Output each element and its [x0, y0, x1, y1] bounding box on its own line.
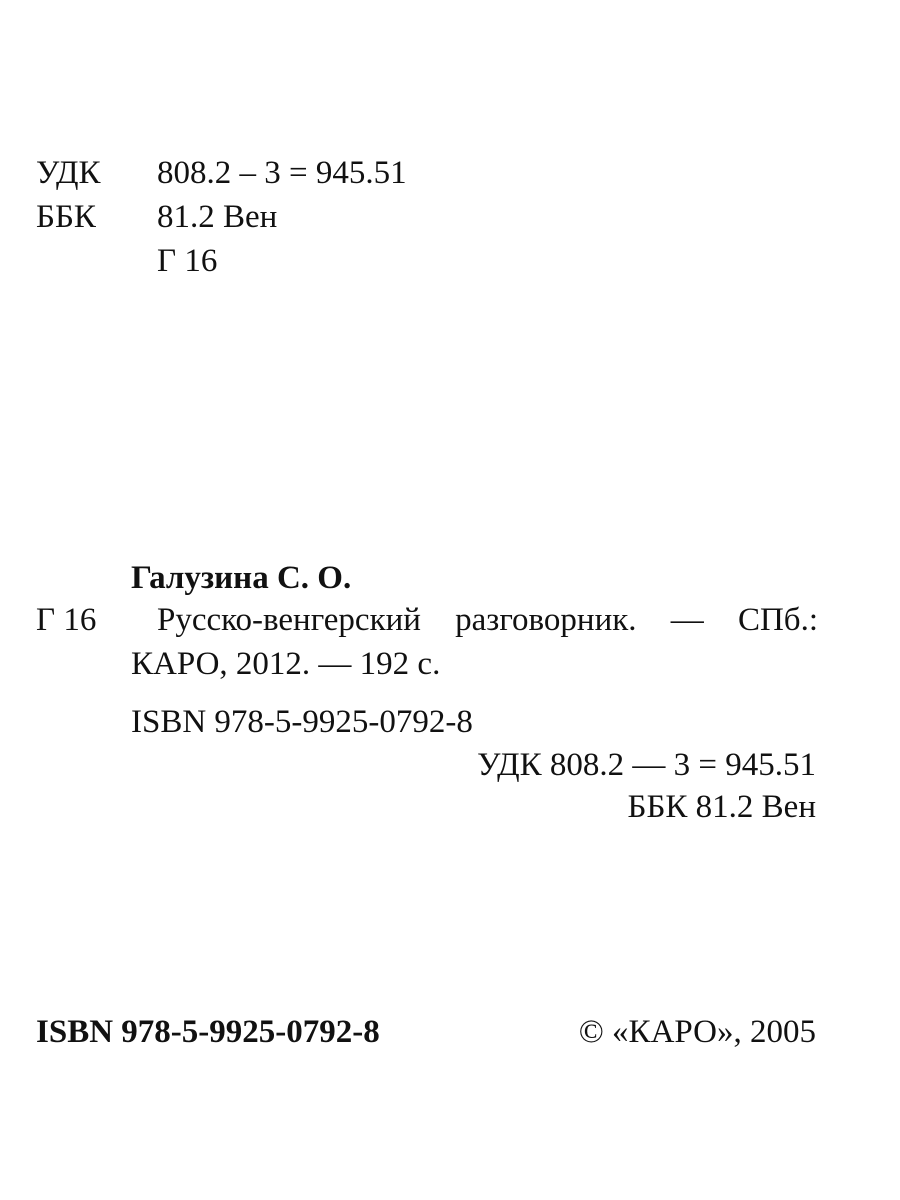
record-author-mark: Г 16: [36, 602, 97, 638]
record-udk: УДК 808.2 — 3 = 945.51: [477, 747, 816, 783]
author-name: Галузина С. О.: [131, 560, 352, 596]
footer-isbn: ISBN 978-5-9925-0792-8: [36, 1014, 380, 1050]
publisher-line: КАРО, 2012. — 192 с.: [131, 646, 441, 682]
udk-value: 808.2 – 3 = 945.51: [157, 155, 407, 191]
author-mark: Г 16: [157, 243, 218, 279]
bbk-label: ББК: [36, 199, 96, 235]
book-title-line: Русско-венгерский разговорник. — СПб.:: [157, 602, 818, 638]
bbk-value: 81.2 Вен: [157, 199, 278, 235]
record-isbn: ISBN 978-5-9925-0792-8: [131, 704, 473, 740]
copyright-notice: © «КАРО», 2005: [578, 1014, 816, 1050]
udk-label: УДК: [36, 155, 101, 191]
record-bbk: ББК 81.2 Вен: [627, 789, 816, 825]
